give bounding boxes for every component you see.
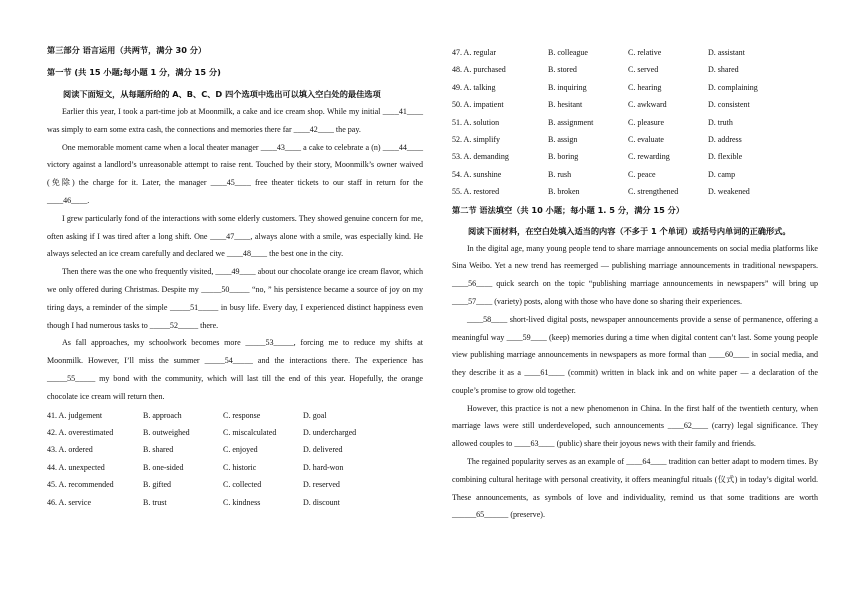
option-row-41 — [47, 407, 423, 424]
option-a[interactable]: 43. A. ordered — [47, 445, 93, 455]
option-d[interactable]: D. consistent — [708, 100, 750, 110]
option-c[interactable]: C. relative — [628, 48, 662, 57]
option-c[interactable]: C. rewarding — [628, 152, 670, 162]
options-list-41-46 — [47, 407, 423, 511]
option-d[interactable]: D. truth — [708, 117, 733, 127]
option-a[interactable]: 54. A. sunshine — [452, 169, 502, 179]
section-two-title: 第二节 语法填空（共 10 小题；每小题 1. 5 分，满分 15 分） — [452, 204, 685, 215]
option-b[interactable]: B. one-sided — [143, 462, 184, 472]
option-a[interactable]: 46. A. service — [47, 497, 91, 507]
option-d[interactable]: D. assistant — [708, 48, 745, 57]
option-a[interactable]: 53. A. demanding — [452, 152, 509, 162]
option-row-42 — [47, 424, 423, 441]
option-row-52 — [452, 131, 818, 148]
option-a[interactable]: 47. A. regular — [452, 48, 496, 57]
option-a[interactable]: 50. A. impatient — [452, 100, 504, 110]
option-c[interactable]: C. awkward — [628, 100, 667, 110]
option-c[interactable]: C. strengthened — [628, 187, 679, 197]
option-c[interactable]: C. collected — [223, 480, 262, 490]
option-b[interactable]: B. stored — [548, 65, 577, 75]
option-b[interactable]: B. hesitant — [548, 100, 583, 110]
option-d[interactable]: D. discount — [303, 497, 340, 507]
option-c[interactable]: C. miscalculated — [223, 427, 277, 437]
option-b[interactable]: B. colleague — [548, 48, 588, 57]
option-b[interactable]: B. shared — [143, 445, 174, 455]
option-c[interactable]: C. evaluate — [628, 134, 664, 144]
option-c[interactable]: C. hearing — [628, 82, 662, 92]
part-three-title: 第三部分 语言运用（共两节，满分 30 分） — [47, 45, 207, 55]
option-c[interactable]: C. peace — [628, 169, 656, 179]
section-one-title: 第一节 (共 15 小题;每小题 1 分，满分 15 分) — [47, 67, 221, 77]
option-b[interactable]: B. boring — [548, 152, 579, 162]
option-d[interactable]: D. weakened — [708, 187, 750, 197]
option-c[interactable]: C. kindness — [223, 497, 261, 507]
passage-paragraph: However, this practice is not a new phenomenon in China. In the first half of the twentieth century, when marriage laws were still underdeveloped, such announcements ____62____ (carry) legal significance. They allowed couples to ____63____ (public) share their joyous news with their family and friends. — [452, 403, 818, 449]
option-b[interactable]: B. gifted — [143, 480, 171, 490]
option-row-46 — [47, 494, 423, 511]
passage-paragraph: Then there was the one who frequently visited, ____49____ about our chocolate orange ice cream flavor, which we only offered during Christmas. Despite my _____50_____ “no, ” his persistence became a source of joy on my tiring days, a reminder of the simple _____51_____ in busy life. Every day, I experienced distinct happiness even though I had numerous tasks to _____52_____ there. — [47, 267, 423, 330]
option-d[interactable]: D. delivered — [303, 445, 343, 455]
option-b[interactable]: B. trust — [143, 497, 167, 507]
option-b[interactable]: B. inquiring — [548, 82, 587, 92]
option-d[interactable]: D. hard-won — [303, 462, 344, 472]
option-a[interactable]: 45. A. recommended — [47, 480, 114, 490]
option-row-55 — [452, 183, 818, 200]
passage-paragraph: The regained popularity serves as an example of ____64____ tradition can better adapt to modern times. By combining cultural heritage with personal creativity, it offers meaningful rituals (仪式) in today’s digital world. These announcements, as symbols of love and individuality, remind us that some traditions are worth ______65______ (preserve). — [452, 457, 818, 520]
option-c[interactable]: C. served — [628, 65, 659, 75]
option-d[interactable]: D. goal — [303, 410, 327, 420]
option-b[interactable]: B. outweighed — [143, 427, 190, 437]
passage-paragraph: As fall approaches, my schoolwork becomes more _____53_____, forcing me to reduce my shifts at Moonmilk. However, I’ll miss the summer _____54_____ and the interactions there. The experience has _____55_____ my bond with the community, which will last till the end of this year. Hopefully, the orange chocolate ice cream will return then. — [47, 338, 423, 401]
option-b[interactable]: B. assign — [548, 134, 578, 144]
passage-paragraph: I grew particularly fond of the interactions with some elderly customers. They showed genuine concern for me, often asking if I was tired after a long shift. One ____47____, always alone with a smile, was especially kind. He always selected an ice cream carefully and declared we ____48____ the best one in the city. — [47, 213, 423, 259]
option-c[interactable]: C. historic — [223, 462, 257, 472]
option-b[interactable]: B. rush — [548, 169, 572, 179]
option-row-43 — [47, 441, 423, 458]
option-row-53 — [452, 148, 818, 165]
option-row-50 — [452, 96, 818, 113]
option-row-47 — [452, 44, 818, 61]
option-row-44 — [47, 459, 423, 476]
option-a[interactable]: 49. A. talking — [452, 82, 496, 92]
option-d[interactable]: D. reserved — [303, 480, 340, 490]
option-row-48 — [452, 61, 818, 78]
section-two-instruction: 阅读下面材料，在空白处填入适当的内容（不多于 1 个单词）或括号内单词的正确形式。 — [468, 225, 791, 236]
option-row-54 — [452, 166, 818, 183]
option-d[interactable]: D. shared — [708, 65, 739, 75]
option-d[interactable]: D. complaining — [708, 82, 758, 92]
option-a[interactable]: 55. A. restored — [452, 187, 500, 197]
option-a[interactable]: 44. A. unexpected — [47, 462, 105, 472]
option-d[interactable]: D. camp — [708, 169, 736, 179]
option-b[interactable]: B. assignment — [548, 117, 594, 127]
option-d[interactable]: D. address — [708, 134, 742, 144]
passage-paragraph: Earlier this year, I took a part-time job at Moonmilk, a cake and ice cream shop. While my initial ____41____ was simply to earn some extra cash, the connections and memories there far ____42____ the pay. — [47, 107, 423, 134]
passage-paragraph: ____58____ short-lived digital posts, newspaper announcements provide a sense of permanence, offering a meaningful way ____59____ (keep) memories during a time when digital content can’t last. Some young people view publishing marriage announcements in newspapers as more formal than ____60____ in social media, and they describe it as a ____61____ (commit) written in black ink and on white paper — a declaration of the couple’s promise to grow old together. — [452, 314, 818, 395]
option-d[interactable]: D. undercharged — [303, 427, 357, 437]
left-column — [47, 44, 423, 511]
option-b[interactable]: B. approach — [143, 410, 182, 420]
right-column — [452, 44, 818, 524]
option-c[interactable]: C. response — [223, 410, 261, 420]
options-list-47-55 — [452, 44, 818, 201]
option-a[interactable]: 42. A. overestimated — [47, 427, 114, 437]
section-one-instruction: 阅读下面短文，从每题所给的 A、B、C、D 四个选项中选出可以填入空白处的最佳选项 — [63, 89, 381, 99]
option-c[interactable]: C. enjoyed — [223, 445, 258, 455]
option-c[interactable]: C. pleasure — [628, 117, 664, 127]
option-row-45 — [47, 476, 423, 493]
option-a[interactable]: 41. A. judgement — [47, 410, 103, 420]
option-a[interactable]: 48. A. purchased — [452, 65, 506, 75]
option-a[interactable]: 52. A. simplify — [452, 134, 501, 144]
option-row-51 — [452, 114, 818, 131]
option-a[interactable]: 51. A. solution — [452, 117, 500, 127]
option-d[interactable]: D. flexible — [708, 152, 743, 162]
option-b[interactable]: B. broken — [548, 187, 580, 197]
option-row-49 — [452, 79, 818, 96]
passage-paragraph: In the digital age, many young people tend to share marriage announcements on social media platforms like Sina Weibo. Yet a new trend has reemerged — publishing marriage announcements in traditional newspapers. ____56____ quick search on the topic “publishing marriage announcements in newspapers” will bring up ____57____ (variety) posts, along with those who have done so sharing their experiences. — [452, 243, 818, 306]
passage-paragraph: One memorable moment came when a local theater manager ____43____ a cake to celebrate a (n) ____44____ victory against a landlord’s unreasonable attempt to raise rent. Touched by their story, Moonmilk’s owner waived (免除) the charge for it. Later, the manager ____45____ free theater tickets to our staff in return for the ____46____. — [47, 142, 423, 205]
